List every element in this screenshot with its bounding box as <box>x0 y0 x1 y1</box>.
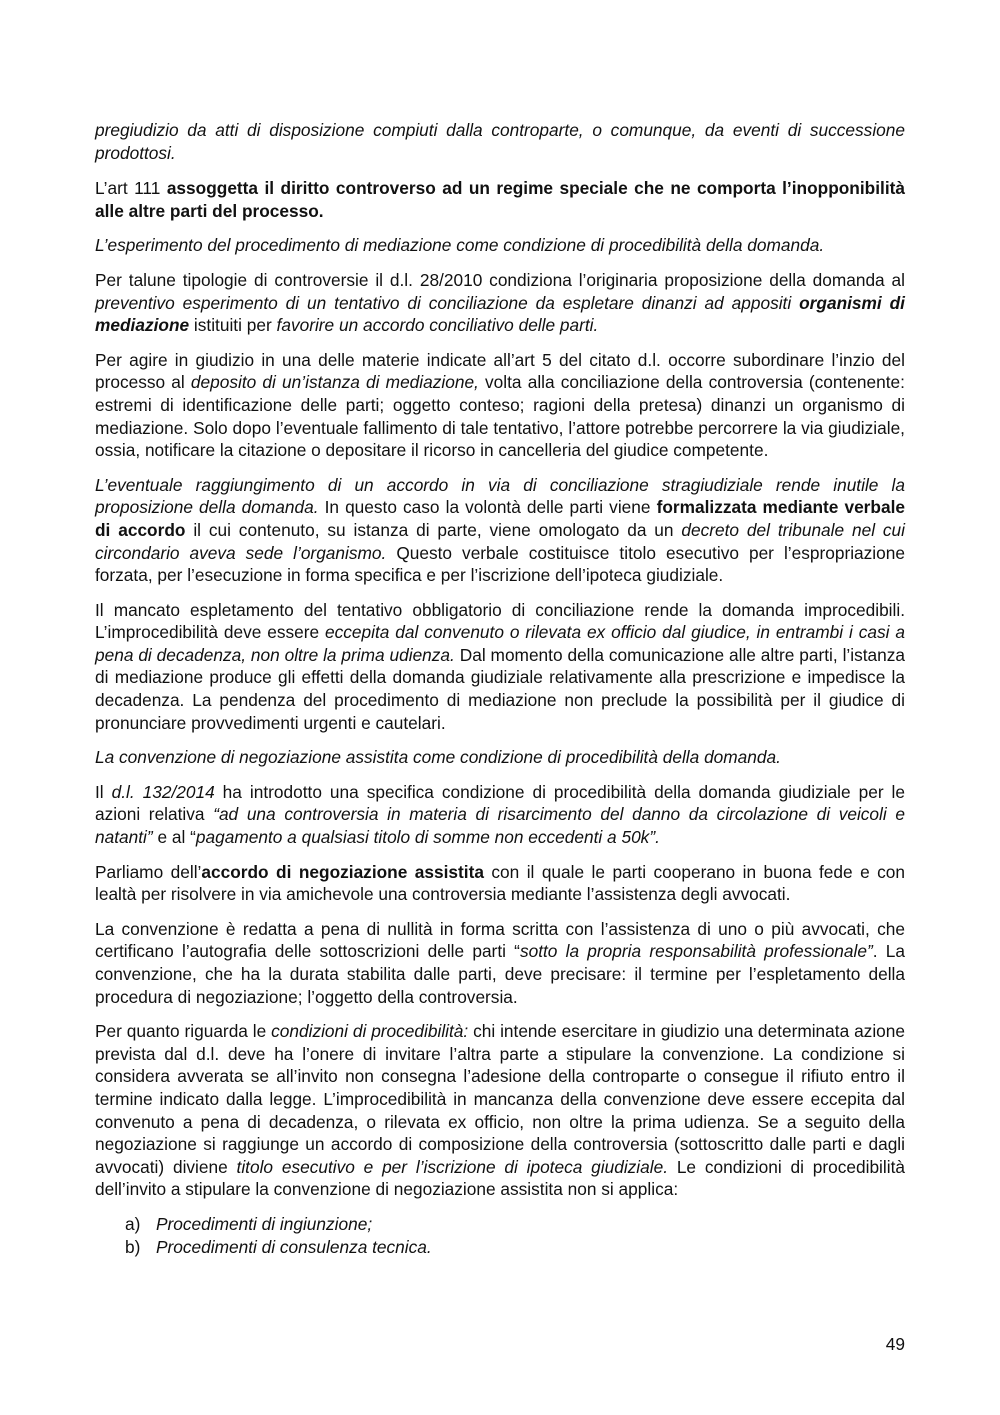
text: ha introdotto una specifica condizione di procedibilità della domanda giudiziale per le azioni relativa <box>95 781 905 825</box>
bold-text: accordo di negoziazione assistita <box>201 861 484 882</box>
paragraph <box>95 349 905 462</box>
text: Le condizioni di procedibilità dell’invito a stipulare la convenzione di negoziazione assistita non si applica: <box>95 1156 905 1200</box>
list-item <box>95 1213 905 1236</box>
paragraph <box>95 177 905 222</box>
list-item-text: Procedimenti di consulenza tecnica. <box>156 1236 432 1257</box>
text: Questo verbale costituisce titolo esecutivo per l’espropriazione forzata, per l’esecuzione in forma specifica e per l’iscrizione dell’ipoteca giudiziale. <box>95 542 905 586</box>
italic-text: La convenzione di negoziazione assistita come condizione di procedibilità della domanda. <box>95 747 781 768</box>
text: il cui contenuto, su istanza di parte, viene omologato da un <box>185 519 682 540</box>
text: volta alla conciliazione della controversia (contenente: estremi di identificazione delle parti; oggetto conteso; ragioni della pretesa) dinanzi un organismo di mediazione. Solo dopo l’eventuale fallimento di tale tentativo, l’attore potrebbe percorrere la via giudiziale, ossia, notificare la citazione o depositare il ricorso in cancelleria del giudice competente. <box>95 372 905 461</box>
italic-text: preventivo esperimento di un tentativo di conciliazione da espletare dinanzi ad appositi <box>95 292 800 313</box>
text: istituiti per <box>189 315 277 336</box>
text: e al “ <box>152 827 196 848</box>
list-item-text: Procedimenti di ingiunzione; <box>156 1213 373 1234</box>
italic-text: sotto la propria responsabilità professionale” <box>519 941 873 962</box>
text: chi intende esercitare in giudizio una determinata azione prevista dal d.l. deve ha l’onere di invitare l’altra parte a stipulare la convenzione. La condizione si considera avverata se all’invito non consegna l’adesione della controparte o consegue il rifiuto entro il termine indicato dalla legge. L’improcedibilità in mancanza della convenzione deve essere eccepita dal convenuto a pena di decadenza, o rilevata ex officio, non oltre la prima udienza. Se a seguito della negoziazione si raggiunge un accordo di composizione della controversia (sottoscritto dalle parti e dagli avvocati) diviene <box>95 1021 905 1177</box>
paragraph <box>95 474 905 587</box>
exceptions-list <box>95 1213 905 1258</box>
text: Parliamo dell’ <box>95 861 202 882</box>
paragraph <box>95 119 905 164</box>
text: In questo caso la volontà delle parti viene <box>318 497 657 518</box>
paragraph <box>95 918 905 1008</box>
text: Il mancato espletamento del tentativo obbligatorio di conciliazione rende la domanda improcedibili. L’improcedibilità deve essere <box>95 599 905 643</box>
paragraph <box>95 269 905 337</box>
text: Per agire in giudizio in una delle materie indicate all’art 5 del citato d.l. occorre subordinare l’inzio del processo al <box>95 349 905 393</box>
italic-text: “ad una controversia in materia di risarcimento del danno da circolazione di veicoli e natanti” <box>95 804 905 848</box>
page-number: 49 <box>885 1334 905 1354</box>
italic-text: favorire un accordo conciliativo delle parti. <box>276 315 599 336</box>
text: L’art 111 <box>95 178 167 199</box>
list-item <box>95 1236 905 1259</box>
italic-text: L’esperimento del procedimento di mediazione come condizione di procedibilità della domanda. <box>95 235 825 256</box>
italic-text: L’eventuale raggiungimento di un accordo in via di conciliazione stragiudiziale rende inutile la proposizione della domanda. <box>95 474 905 518</box>
text: con il quale le parti cooperano in buona fede e con lealtà per risolvere in via amichevole una controversia mediante l’assistenza degli avvocati. <box>95 861 905 905</box>
italic-text: pregiudizio da atti di disposizione compiuti dalla controparte, o comunque, da eventi di successione prodottosi. <box>95 120 905 163</box>
paragraph <box>95 861 905 906</box>
text: . La convenzione, che ha la durata stabilita dalle parti, deve precisare: il termine per l’espletamento della procedura di negoziazione; l’oggetto della controversia. <box>95 941 905 1007</box>
list-marker: b) <box>125 1236 141 1257</box>
bold-text: formalizzata mediante verbale di accordo <box>95 497 905 540</box>
text: Il <box>95 781 112 802</box>
bold-italic-text: organismi di mediazione <box>95 292 905 336</box>
paragraph <box>95 1020 905 1201</box>
list-marker: a) <box>125 1213 141 1234</box>
italic-text: condizioni di procedibilità: <box>271 1021 469 1042</box>
text: Per quanto riguarda le <box>95 1021 272 1042</box>
italic-text: d.l. 132/2014 <box>111 781 215 802</box>
text: La convenzione è redatta a pena di nullità in forma scritta con l’assistenza di uno o più avvocati, che certificano l’autografia delle sottoscrizioni delle parti “ <box>95 918 905 962</box>
italic-text: deposito di un’istanza di mediazione, <box>190 372 479 393</box>
document-page <box>95 119 905 1258</box>
paragraph <box>95 781 905 849</box>
section-heading <box>95 234 905 257</box>
italic-text: eccepita dal convenuto o rilevata ex officio dal giudice, in entrambi i casi a pena di decadenza, non oltre la prima udienza. <box>95 622 905 665</box>
text: Per talune tipologie di controversie il d.l. 28/2010 condiziona l’originaria proposizione della domanda al <box>95 269 905 290</box>
italic-text: decreto del tribunale nel cui circondario aveva sede l’organismo. <box>95 519 906 563</box>
paragraph <box>95 599 905 735</box>
italic-text: pagamento a qualsiasi titolo di somme non eccedenti a 50k”. <box>195 827 660 848</box>
text: Dal momento della comunicazione alle altre parti, l’istanza di mediazione produce gli effetti della domanda giudiziale relativamente alla prescrizione e impedisce la decadenza. La pendenza del procedimento di mediazione non preclude la possibilità per il giudice di pronunciare provvedimenti urgenti e cautelari. <box>95 644 905 733</box>
italic-text: titolo esecutivo e per l’iscrizione di ipoteca giudiziale. <box>236 1156 669 1177</box>
bold-text: assoggetta il diritto controverso ad un regime speciale che ne comporta l’inopponibilità alle altre parti del processo. <box>95 178 905 221</box>
section-heading <box>95 746 905 769</box>
